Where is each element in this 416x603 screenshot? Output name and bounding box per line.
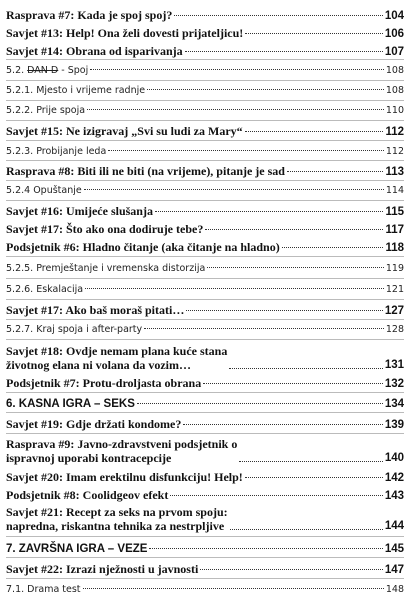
toc-entry-page: 106 [384,28,404,40]
dot-leader [203,383,383,384]
divider [6,180,404,181]
divider [6,433,404,434]
toc-entry [6,204,404,219]
toc-entry-page: 147 [384,564,404,576]
toc-entry [6,26,404,41]
toc-entry-title: Savjet #17: Što ako ona dodiruje tebe? [6,222,204,236]
toc-entry-page: 142 [384,472,404,484]
dot-leader [147,89,384,90]
dot-leader [84,189,384,190]
toc-entry-page: 143 [384,490,404,502]
toc-entry [6,417,404,432]
dot-leader [149,548,382,549]
divider [6,392,404,393]
dot-leader [90,69,384,70]
toc-entry [6,344,404,372]
toc-entry-page: 119 [385,263,404,274]
toc-entry-title [6,344,227,372]
section-number: 5.2. [6,65,28,76]
toc-entry [6,44,404,59]
toc-entry-title: Savjet #14: Obrana od isparivanja [6,44,183,58]
dot-leader [239,461,382,462]
divider [6,339,404,340]
toc-entry [6,376,404,391]
toc-entry-page: 140 [384,452,404,464]
toc-entry-title: Podsjetnik #7: Protu-droljasta obrana [6,376,202,390]
dot-leader [230,529,383,530]
toc-entry-title [6,437,237,465]
toc-entry-page: 121 [385,284,404,295]
toc-entry-title: 5.2.6. Eskalacija [6,284,84,295]
section-name: - Spoj [58,65,89,76]
dot-leader [144,328,384,329]
toc-entry [6,505,404,533]
divider [6,80,404,81]
toc-entry-page: 148 [385,584,404,595]
toc-entry-page: 107 [384,46,404,58]
dot-leader [85,288,384,289]
title-line: Savjet #21: Recept za seks na prvom spoju: [6,505,228,519]
toc-entry-page: 128 [385,324,404,335]
struck-text: DAN D [27,65,59,76]
divider [6,299,404,300]
toc-entry-title: Savjet #20: Imam erektilnu disfunkciju! Help! [6,470,243,484]
dot-leader [83,588,384,589]
toc-entry-page: 112 [385,126,404,138]
divider [6,120,404,121]
toc-entry-title [6,505,228,533]
toc-entry-page: 145 [384,543,404,555]
dot-leader [174,15,382,16]
divider [6,578,404,579]
dot-leader [183,424,382,425]
toc-entry-title: Podsjetnik #8: Coolidgeov efekt [6,488,169,502]
toc-entry-page: 114 [385,185,404,196]
dot-leader [245,33,383,34]
dot-leader [185,51,383,52]
toc-entry-title: Rasprava #7: Kada je spoj spoj? [6,8,173,22]
title-line: ispravnoj uporabi kontracepcije [6,451,172,465]
toc-entry-page: 131 [384,359,404,371]
toc-entry [6,145,404,159]
toc-entry-page: 127 [384,305,404,317]
toc-entry [6,124,404,139]
toc-entry [6,303,404,318]
divider [6,536,404,537]
title-line: Savjet #18: Ovdje nemam plana kuće stana [6,344,228,358]
toc-chapter [6,542,404,556]
toc-entry [6,283,404,297]
toc-entry-title: Savjet #22: Izrazi nježnosti u javnosti [6,562,199,576]
toc-entry-page: 139 [384,419,404,431]
dot-leader [205,229,383,230]
toc-entry-title: Savjet #13: Help! Ona želi dovesti prijateljicu! [6,26,244,40]
divider [6,140,404,141]
toc-entry-page: 117 [385,224,404,236]
toc-entry [6,84,404,98]
toc-entry [6,164,404,179]
divider [6,59,404,60]
toc-entry-title [6,64,88,78]
toc-entry-title: Savjet #15: Ne izigravaj „Svi su ludi za Mary“ [6,124,243,138]
toc-entry [6,323,404,337]
toc-entry-page: 110 [385,105,404,116]
divider [6,319,404,320]
dot-leader [245,477,383,478]
dot-leader [137,403,383,404]
divider [6,200,404,201]
toc-entry-title: 5.2.3. Probijanje leda [6,146,107,157]
toc-entry-page: 108 [385,85,404,96]
toc-entry [6,488,404,503]
toc-entry [6,240,404,255]
toc-entry-page: 134 [384,398,404,410]
toc-entry [6,222,404,237]
dot-leader [170,495,382,496]
toc-entry [6,562,404,577]
dot-leader [108,150,384,151]
title-line: napredna, riskantna tehnika za nestrpljive [6,519,225,533]
toc-entry [6,8,404,23]
divider [6,557,404,558]
divider [6,278,404,279]
title-line: životnog elana ni volana da vozim… [6,358,192,372]
toc-entry-page: 104 [384,10,404,22]
toc-entry-title: Podsjetnik #6: Hladno čitanje (aka čitanje na hladno) [6,240,280,254]
toc-entry [6,470,404,485]
toc-entry [6,583,404,597]
divider [6,160,404,161]
dot-leader [87,109,384,110]
toc-entry-title: 5.2.4 Opuštanje [6,185,82,196]
toc-entry-title: Savjet #16: Umijeće slušanja [6,204,153,218]
toc-entry-title: 5.2.5. Premještanje i vremenska distorzija [6,263,206,274]
toc-entry [6,104,404,118]
toc-entry-page: 118 [385,242,404,254]
toc-chapter [6,397,404,411]
dot-leader [200,569,383,570]
toc-entry [6,184,404,198]
toc-entry-title: 7.1. Drama test [6,584,81,595]
dot-leader [287,171,383,172]
toc-entry [6,64,404,78]
dot-leader [186,310,382,311]
toc-entry-title: 5.2.1. Mjesto i vrijeme radnje [6,85,146,96]
toc-entry-page: 132 [384,378,404,390]
dot-leader [282,247,384,248]
dot-leader [155,211,383,212]
toc-entry-page: 112 [385,146,404,157]
toc-entry [6,437,404,465]
toc-entry-page: 144 [384,520,404,532]
toc-entry-page: 115 [385,206,404,218]
toc-entry [6,262,404,276]
toc-entry-title: Savjet #19: Gdje držati kondome? [6,417,182,431]
toc-entry-title: Rasprava #8: Biti ili ne biti (na vrijeme), pitanje je sad [6,164,285,178]
divider [6,412,404,413]
title-line: Rasprava #9: Javno-zdravstveni podsjetnik o [6,437,238,451]
dot-leader [245,131,384,132]
toc-entry-page: 113 [385,166,404,178]
chapter-title: 6. KASNA IGRA – SEKS [6,398,135,410]
chapter-title: 7. ZAVRŠNA IGRA – VEZE [6,543,148,555]
toc-entry-title: 5.2.2. Prije spoja [6,105,86,116]
toc-entry-title: Savjet #17: Ako baš moraš pitati… [6,303,185,317]
divider [6,256,404,257]
dot-leader [207,267,384,268]
dot-leader [229,368,382,369]
toc-entry-page: 108 [385,65,404,76]
divider [6,100,404,101]
toc-entry-title: 5.2.7. Kraj spoja i after-party [6,324,143,335]
